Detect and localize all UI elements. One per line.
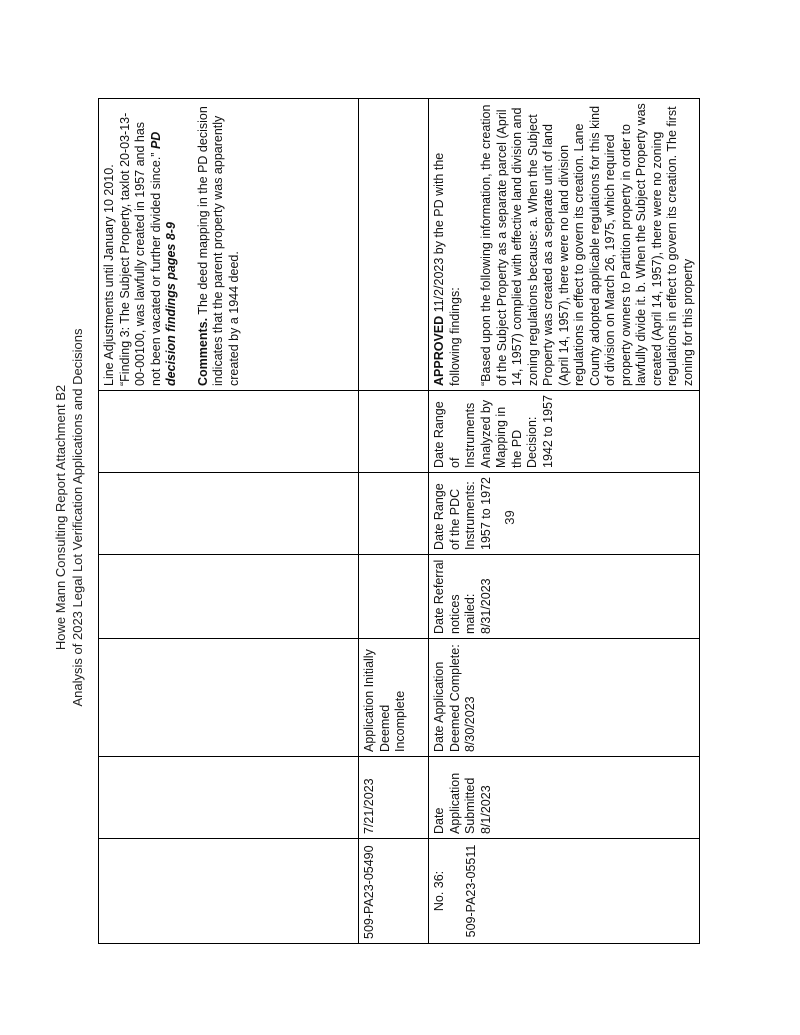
- cell-decision: [99, 99, 359, 391]
- cell-application-number: 509-PA23-05490: [359, 839, 429, 944]
- cell-decision: [359, 99, 429, 391]
- cell-referral: Date Referral notices mailed: 8/31/2023: [429, 555, 700, 639]
- cell-decision: [429, 99, 700, 391]
- decision-text: Line Adjustments until January 10 2010.: [102, 164, 116, 386]
- row-number-label: No. 36:: [432, 870, 446, 912]
- application-id: 509-PA23-05511: [463, 844, 478, 938]
- cell-application-number: [429, 839, 700, 944]
- report-title: Howe Mann Consulting Report Attachment B2: [53, 384, 68, 651]
- finding-text: “Based upon the following information, the creation of the Subject Property as a separate parcel (April 14, 1957) complied with effective land division and zoning regulations because: a. When the Subject Property was created as a separate unit of land (April 14, 1957), there were no land division regulations in effect to govern its creation. Lane County adopted applicable regulations for this kind of division on March 26, 1975, which required property owners to Partition property in order to lawfully divide it. b. When the Subject Property was created (April 14, 1957), there were no zoning regulations in effect to govern its creation. The first zoning for this property: [479, 103, 695, 386]
- approval-date-text: 11/2/2023 by the PD with the following findings:: [432, 152, 462, 386]
- cell-pdc-range: Date Range of the PDC Instruments: 1957 to 1972: [429, 473, 700, 555]
- finding-citation: PD decision findings pages 8-9: [148, 131, 178, 386]
- approved-label: APPROVED: [432, 315, 446, 386]
- cell-referral: [99, 555, 359, 639]
- comments-text: [196, 103, 243, 386]
- cell-pdc-range: [99, 473, 359, 555]
- cell-mapping-range: [99, 391, 359, 473]
- cell-mapping-range: Date Range of Instruments Analyzed by Mapping in the PD Decision: 1942 to 1957: [429, 391, 700, 473]
- cell-referral: [359, 555, 429, 639]
- cell-submitted: Date Application Submitted 8/1/2023: [429, 757, 700, 839]
- report-subtitle: Analysis of 2023 Legal Lot Verification Applications and Decisions: [70, 328, 85, 707]
- table-row: [359, 99, 429, 944]
- table-row: [429, 99, 700, 944]
- cell-complete: [99, 639, 359, 757]
- table-row: [99, 99, 359, 944]
- finding-quote: “Finding 3: The Subject Property, taxlot 20-03-13-00-00100, was lawfully created in 1957 and has not been vacated or further divided since.”: [117, 112, 163, 386]
- page-number: 39: [502, 510, 517, 525]
- finding-text: [118, 103, 180, 386]
- cell-complete: Date Application Deemed Complete: 8/30/2023: [429, 639, 700, 757]
- comments-body: The deed mapping in the PD decision indicates that the parent property was apparently created by a 1944 deed.: [195, 106, 241, 386]
- decision-text: [432, 103, 463, 386]
- comments-label: Comments.: [195, 317, 210, 386]
- cell-application-number: [99, 839, 359, 944]
- cell-complete: Application Initially Deemed Incomplete: [359, 639, 429, 757]
- cell-pdc-range: [359, 473, 429, 555]
- legal-lot-table: [98, 98, 700, 944]
- cell-mapping-range: [359, 391, 429, 473]
- cell-submitted: [99, 757, 359, 839]
- cell-submitted: 7/21/2023: [359, 757, 429, 839]
